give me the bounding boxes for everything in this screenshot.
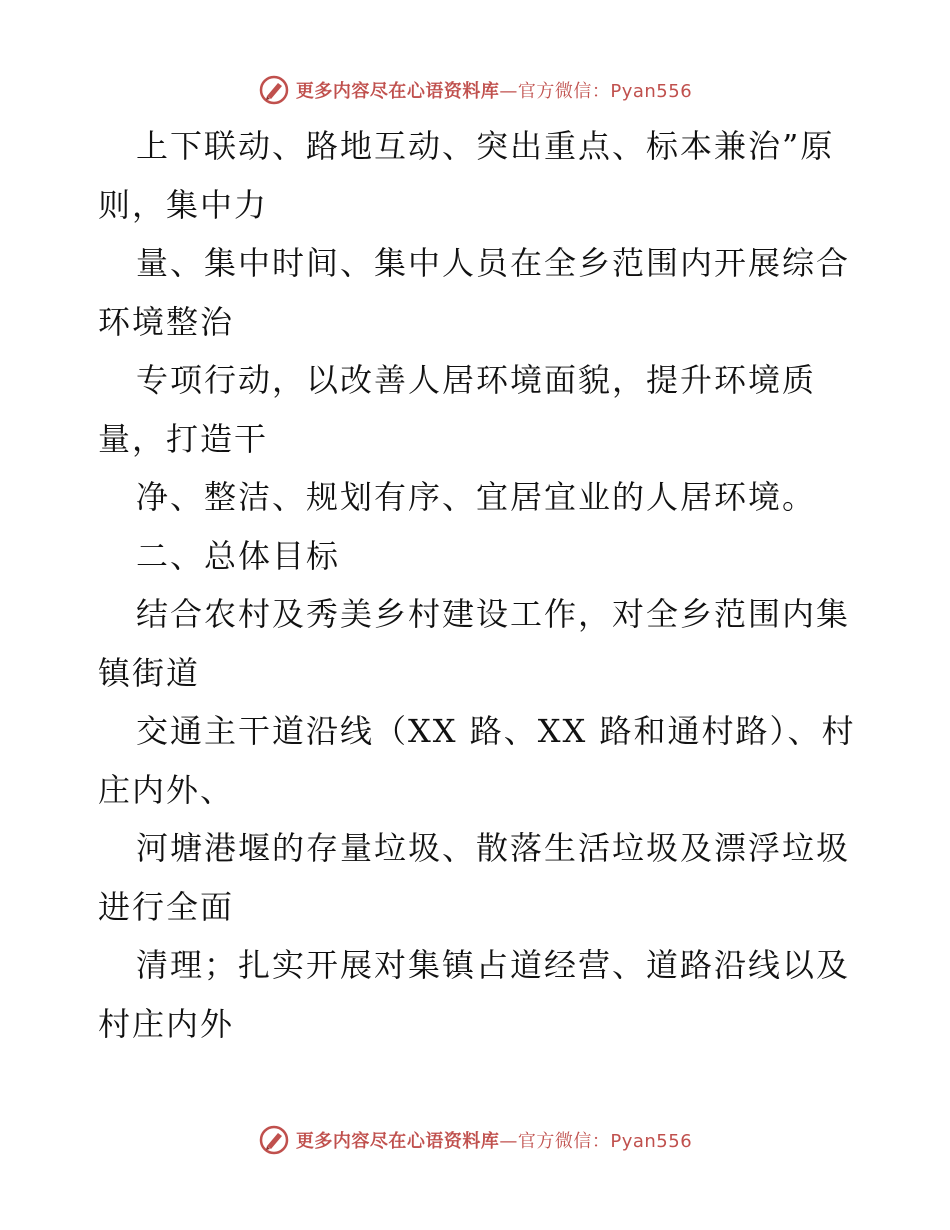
- watermark-dash: —: [499, 1131, 518, 1152]
- text-line: 净、整洁、规划有序、宜居宜业的人居环境。: [136, 478, 817, 516]
- watermark-sub-text: 官方微信：Pyan556: [517, 81, 693, 102]
- text-line: 清理；扎实开展对集镇占道经营、道路沿线以及: [136, 946, 851, 984]
- header-watermark: [0, 70, 950, 110]
- pen-logo-icon: [258, 1124, 290, 1156]
- text-line: 量，打造干: [98, 419, 269, 458]
- footer-watermark: [0, 1120, 950, 1160]
- text-line: 环境整治: [98, 302, 235, 341]
- watermark-sub-text: 官方微信：Pyan556: [517, 1131, 693, 1152]
- watermark-main-text: 更多内容尽在心语资料库: [295, 81, 500, 102]
- text-line: 专项行动，以改善人居环境面貌，提升环境质: [136, 361, 817, 399]
- text-line: 二、总体目标: [136, 536, 341, 575]
- text-line: 交通主干道沿线（XX 路、XX 路和通村路）、村: [136, 712, 856, 750]
- text-line: 上下联动、路地互动、突出重点、标本兼治”原: [136, 127, 835, 165]
- header-watermark-text: [296, 77, 692, 103]
- text-line: 河塘港堰的存量垃圾、散落生活垃圾及漂浮垃圾: [136, 829, 851, 867]
- watermark-main-text: 更多内容尽在心语资料库: [295, 1131, 500, 1152]
- text-line: 量、集中时间、集中人员在全乡范围内开展综合: [136, 244, 851, 282]
- text-line: 村庄内外: [98, 1004, 235, 1043]
- text-line: 庄内外、: [98, 770, 235, 809]
- text-line: 进行全面: [98, 887, 235, 926]
- pen-logo-icon: [258, 74, 290, 106]
- footer-watermark-text: [296, 1127, 692, 1153]
- text-line: 镇街道: [98, 653, 201, 692]
- watermark-dash: —: [499, 81, 518, 102]
- text-line: 结合农村及秀美乡村建设工作，对全乡范围内集: [136, 595, 851, 633]
- text-line: 则，集中力: [98, 185, 269, 224]
